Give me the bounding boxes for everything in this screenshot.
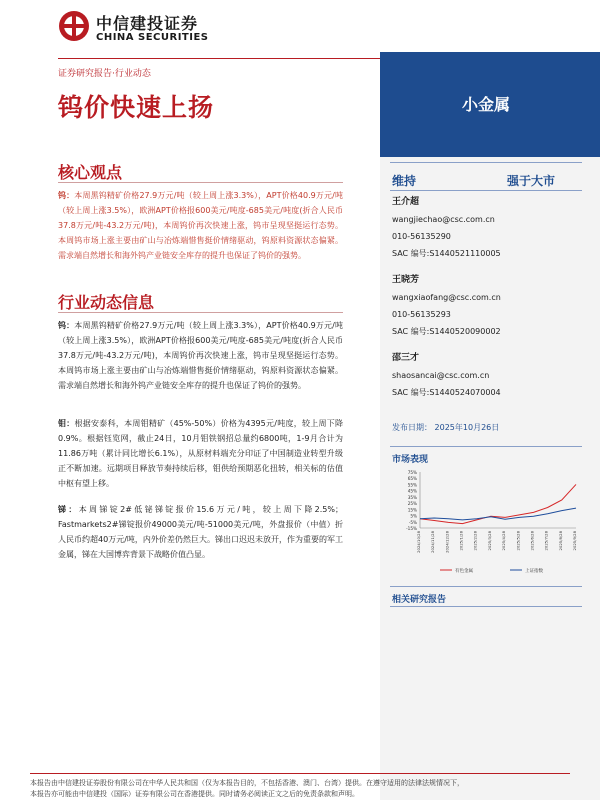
- tungsten-paragraph: [58, 318, 343, 393]
- x-tick-label: 2025/5/28: [515, 531, 521, 551]
- rating-value: 强于大市: [507, 174, 556, 188]
- related-reports-title: 相关研究报告: [392, 595, 447, 605]
- analyst-email: wangxiaofang@csc.com.cn: [392, 293, 501, 302]
- y-tick-label: 5%: [410, 513, 417, 519]
- analyst-email: wangjiechao@csc.com.cn: [392, 215, 495, 224]
- y-tick-label: 45%: [407, 488, 417, 494]
- sector-name: 小金属: [462, 95, 511, 114]
- report-category: 证券研究报告·行业动态: [58, 69, 151, 79]
- molybdenum-text: 根据安泰科，本周钼精矿（45%-50%）价格为4395元/吨度，较上周下降0.9%。根据钰览网，截止24日，10月钼铁钢招总量约6800吨，1-9月合计为11.86万吨（累计同比增长6.1%），从原材料端充分印证了中国制造业转型升级正不断加速。远期项目释放节奏持续后移，钼供给预期恶化扭转，相关标的估值中枢有望上移。: [58, 419, 344, 488]
- market-performance-chart: [390, 466, 582, 578]
- report-title: 钨价快速上扬: [58, 93, 215, 122]
- industry-heading: 行业动态信息: [58, 293, 155, 312]
- core-view-text: 本周黑钨精矿价格27.9万元/吨（较上周上涨3.3%），APT价格40.9万元/吨（较上周上涨3.5%），欧洲APT价格报600美元/吨度-685美元/吨度(折合人民币37.8万元/吨-43.2万元/吨)，本周钨价再次快速上涨，钨市呈现坚挺运行态势。本周钨市场上涨主要由矿山与冶炼端惜售挺价情绪驱动，钨原料资源状态偏紧。需求端自然增长和海外钨产业链安全库存的提升也保证了钨价的强势。: [58, 191, 343, 260]
- legend-label-nonferrous: 有色金属: [455, 569, 473, 574]
- industry-divider: [58, 312, 343, 313]
- tungsten-text: 本周黑钨精矿价格27.9万元/吨（较上周上涨3.3%），APT价格40.9万元/吨（较上周上涨3.5%），欧洲APT价格报600美元/吨度-685美元/吨度(折合人民币37.8万元/吨-43.2万元/吨)，本周钨价再次快速上涨，钨市呈现坚挺运行态势。本周钨市场上涨主要由矿山与冶炼端惜售挺价情绪驱动，钨原料资源状态偏紧。需求端自然增长和海外钨产业链安全库存的提升也保证了钨价的强势。: [58, 321, 343, 390]
- y-tick-label: 65%: [407, 476, 417, 482]
- x-tick-label: 2025/6/28: [529, 531, 535, 551]
- rating-label: 维持: [392, 174, 417, 188]
- antimony-lead: 锑：: [58, 505, 79, 514]
- molybdenum-lead: 钼：: [58, 419, 75, 428]
- tungsten-lead: 钨：: [58, 321, 75, 330]
- y-tick-label: 35%: [407, 494, 417, 500]
- market-divider: [390, 446, 582, 447]
- antimony-paragraph: [58, 502, 343, 562]
- disclaimer-line: 本报告由中信建投证券股份有限公司在中华人民共和国（仅为本报告目的，不包括香港、澳门、台湾）提供。在遵守适用的法律法规情况下，: [30, 779, 464, 787]
- analyst-sac: SAC 编号:S1440521110005: [392, 249, 501, 258]
- antimony-text: 本周锑锭2#低铋锑锭报价15.6万元/吨，较上周下降2.5%；Fastmarkets2#锑锭报价49000美元/吨-51000美元/吨，外盘报价（中值）折人民币约超40万元/吨，内外价差仍然巨大。锑出口迟迟未放开，作为重要的军工金属，锑在大国博弈背景下战略价值凸显。: [58, 505, 344, 559]
- core-view-lead: 钨：: [58, 191, 75, 200]
- core-view-divider: [58, 182, 343, 183]
- core-view-paragraph: [58, 188, 343, 263]
- x-tick-label: 2025/8/28: [557, 531, 563, 551]
- header-divider: [58, 58, 380, 59]
- company-logo-icon: [58, 10, 90, 42]
- footer-divider: [30, 773, 570, 774]
- y-tick-label: 15%: [407, 507, 417, 513]
- related-divider: [390, 586, 582, 587]
- analyst-phone: 010-56135290: [392, 232, 451, 241]
- market-performance-title: 市场表现: [392, 455, 429, 465]
- y-tick-label: -15%: [406, 526, 417, 531]
- x-tick-label: 2025/9/28: [572, 531, 577, 551]
- x-tick-label: 2025/3/28: [486, 531, 492, 551]
- analyst-phone: 010-56135293: [392, 310, 451, 319]
- disclaimer: [30, 778, 575, 800]
- analyst-name: 王晓芳: [392, 275, 420, 285]
- logo-text-en: CHINA SECURITIES: [96, 32, 209, 43]
- sector-banner: [380, 52, 600, 157]
- y-tick-label: -5%: [408, 519, 417, 525]
- analyst-sac: SAC 编号:S1440524070004: [392, 388, 501, 397]
- x-tick-label: 2025/4/28: [501, 531, 507, 551]
- analyst-email: shaosancai@csc.com.cn: [392, 371, 490, 380]
- x-tick-label: 2024/11/28: [430, 531, 436, 553]
- analyst-name: 王介超: [392, 197, 420, 207]
- x-tick-label: 2025/7/28: [543, 531, 549, 551]
- x-tick-label: 2025/2/28: [472, 531, 478, 551]
- core-view-heading: 核心观点: [58, 163, 123, 182]
- series-line-sse: [420, 508, 576, 520]
- legend-label-sse: 上证指数: [525, 569, 543, 574]
- related-bottom-divider: [390, 606, 582, 607]
- analyst-sac: SAC 编号:S1440520090002: [392, 327, 501, 336]
- logo-text-cn: 中信建投证券: [96, 14, 199, 33]
- disclaimer-line: 本报告亦可能由中信建投（国际）证券有限公司在香港提供。同时请务必阅读正文之后的免责条款和声明。: [30, 790, 359, 798]
- y-tick-label: 75%: [407, 470, 417, 475]
- analyst-name: 邵三才: [392, 353, 420, 363]
- analyst-card: [392, 194, 501, 262]
- rating-bottom-divider: [390, 190, 582, 191]
- x-tick-label: 2025/1/28: [458, 531, 464, 551]
- x-tick-label: 2024/10/28: [416, 531, 421, 553]
- analyst-card: [392, 272, 501, 340]
- y-tick-label: 25%: [407, 501, 417, 507]
- y-tick-label: 55%: [407, 482, 417, 488]
- company-logo: [58, 8, 258, 48]
- molybdenum-paragraph: [58, 416, 343, 491]
- rating-top-divider: [390, 162, 582, 163]
- x-tick-label: 2024/12/28: [444, 531, 450, 553]
- analyst-card: [392, 350, 501, 401]
- publish-date: 发布日期： 2025年10月26日: [392, 423, 500, 432]
